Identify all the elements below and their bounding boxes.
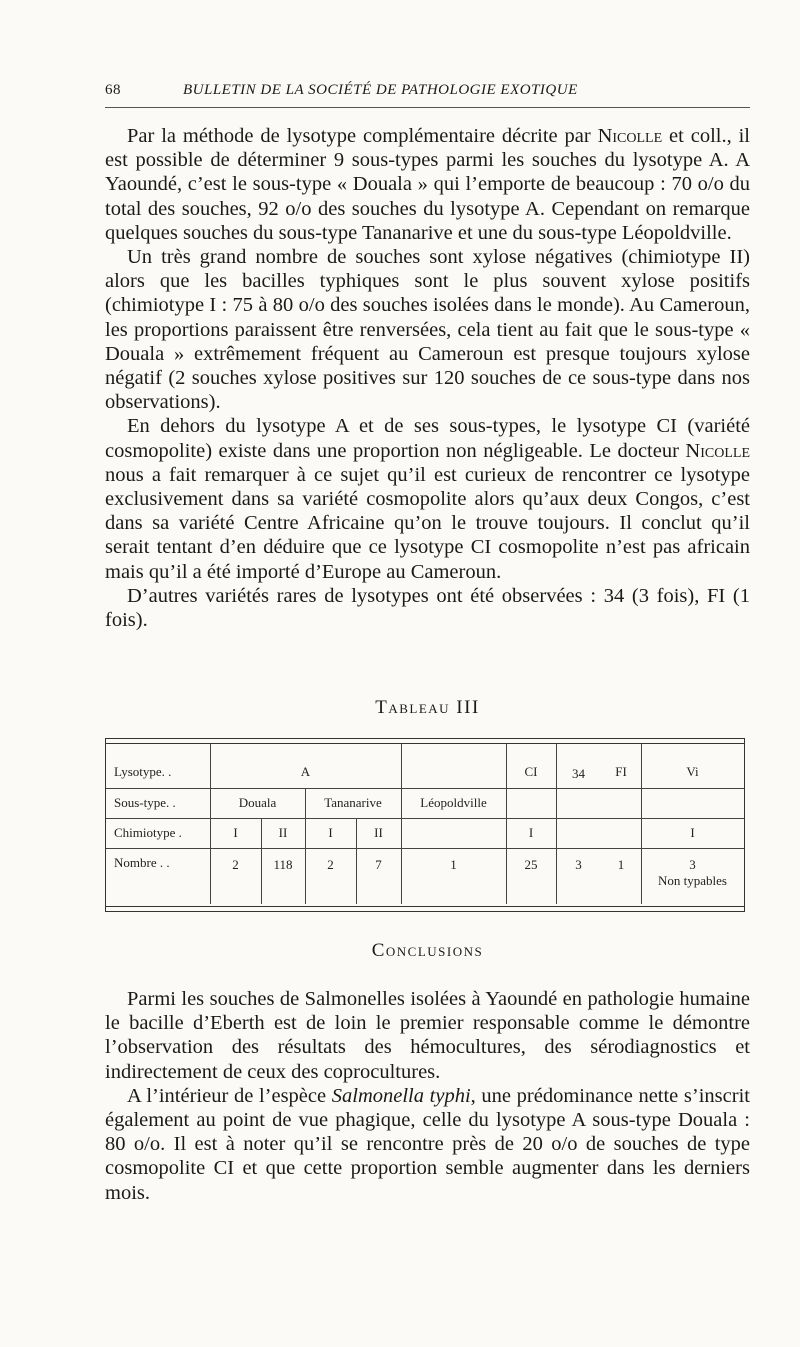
nombre-leo: 1 (450, 857, 457, 872)
lysotype-ci: CI (524, 764, 538, 779)
chimiotype-vi: I (690, 825, 695, 840)
table-title: Tableau III (375, 697, 480, 718)
row-label-chimiotype: Chimiotype . (114, 825, 182, 840)
paragraph-lysotype-ci: En dehors du lysotype A et de ses sous-types, le lysotype CI (variété cosmopolite) existe dans une proportion non négligeable. Le docteur Nicolle nous a fait remarquer à ce sujet qu’il est curieux de rencontrer ce lysotype exclusivement dans sa variété cosmopolite alors qu’aux deux Congos, c’est dans sa variété Centre Africaine qu’on le trouve toujours. Il conclut qu’il serait tentant d’en déduire que ce lysotype CI cosmopolite n’est pas africain mais qu’il a été importé d’Europe au Cameroun. (105, 415, 750, 583)
lysotype-a: A (300, 764, 311, 779)
author-name: Nicolle (597, 125, 663, 147)
nombre-34: 3 (575, 857, 582, 872)
row-divider (106, 788, 744, 789)
row-divider (106, 848, 744, 849)
paragraph-chimiotype: Un très grand nombre de souches sont xylose négatives (chimiotype II) alors que les bacilles typhiques sont le plus souvent xylose positifs (chimiotype I : 75 à 80 o/o des souches isolées dans le monde). Au Cameroun, les proportions paraissent être renversées, cela tient au fait que le sous-type « Douala » extrêmement fréquent au Cameroun est presque toujours xylose négatif (2 souches xylose positives sur 120 souches de ce sous-type dans nos observations). (105, 246, 750, 414)
nombre-douala-2: 118 (273, 857, 293, 872)
journal-title: BULLETIN DE LA SOCIÉTÉ DE PATHOLOGIE EXOTIQUE (183, 82, 578, 98)
nombre-tana-2: 7 (375, 857, 382, 872)
header-rule (105, 107, 750, 108)
row-label-sous-type: Sous-type. . (114, 795, 176, 810)
lysotype-vi: Vi (686, 764, 699, 779)
chimiotype-tana-1: I (328, 825, 333, 840)
col-divider (401, 744, 402, 904)
nombre-vi-note: Non typables (658, 873, 727, 888)
nombre-ci: 25 (524, 857, 538, 872)
sous-type-douala: Douala (238, 795, 277, 810)
row-label-nombre: Nombre . . (114, 855, 170, 870)
body-text-conclusions (105, 987, 750, 1205)
chimiotype-douala-1: I (233, 825, 238, 840)
sous-type-leopoldville: Léopoldville (420, 795, 487, 810)
nombre-vi: 3 (689, 857, 696, 872)
lysotype-fi: FI (615, 764, 627, 779)
row-divider (106, 818, 744, 819)
paragraph-conclusion-2: A l’intérieur de l’espèce Salmonella typhi, une prédominance nette s’inscrit également au point de vue phagique, celle du lysotype A sous-type Douala : 80 o/o. Il est à noter qu’il se rencontre près de 20 o/o de souches de type cosmopolite CI et que cette proportion semble augmenter dans les derniers mois. (105, 1084, 750, 1204)
body-text-top (105, 124, 750, 632)
lysotype-34: 34 (572, 766, 585, 781)
paragraph-lysotype-method: Par la méthode de lysotype complémentaire décrite par Nicolle et coll., il est possible de déterminer 9 sous-types parmi les souches du lysotype A. A Yaoundé, c’est le sous-type « Douala » qui l’emporte de beaucoup : 70 o/o du total des souches, 92 o/o des souches du lysotype A. Cependant on remarque quelques souches du sous-type Tananarive et une du sous-type Léopoldville. (105, 125, 750, 244)
chimiotype-douala-2: II (278, 825, 288, 840)
nombre-douala-1: 2 (232, 857, 239, 872)
conclusions-heading: Conclusions (371, 940, 484, 961)
row-label-lysotype: Lysotype. . (114, 764, 172, 779)
chimiotype-ci: I (528, 825, 534, 840)
paragraph-conclusion-1: Parmi les souches de Salmonelles isolées à Yaoundé en pathologie humaine le bacille d’Eberth est de loin le premier responsable comme le démontre l’observation des résultats des hémocultures, des sérodiagnostics et indirectement de ceux des coprocultures. (105, 988, 750, 1083)
sous-type-tananarive: Tananarive (324, 795, 382, 810)
nombre-tana-1: 2 (327, 857, 334, 872)
data-table (105, 738, 745, 912)
species-name: Salmonella typhi (331, 1084, 471, 1107)
page-number: 68 (105, 82, 121, 98)
nombre-fi: 1 (617, 857, 625, 872)
paragraph-rare-varieties: D’autres variétés rares de lysotypes ont été observées : 34 (3 fois), FI (1 fois). (105, 584, 750, 632)
running-header (105, 78, 750, 102)
author-name: Nicolle (685, 439, 750, 462)
chimiotype-tana-2: II (374, 825, 383, 840)
